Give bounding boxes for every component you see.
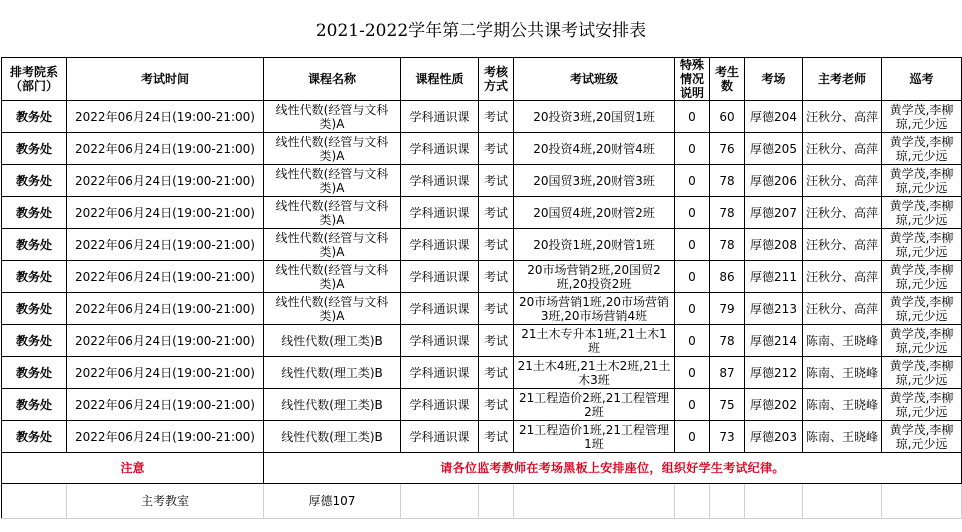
- cell-dept: 教务处: [2, 261, 67, 293]
- cell-special: 0: [675, 261, 710, 293]
- cell-dept: 教务处: [2, 293, 67, 325]
- cell-course: 线性代数(理工类)B: [264, 325, 401, 357]
- cell-method: 考试: [479, 421, 514, 453]
- cell-count: 78: [710, 197, 745, 229]
- cell-time: 2022年06月24日(19:00-21:00): [67, 325, 264, 357]
- cell-method: 考试: [479, 325, 514, 357]
- cell-nature: 学科通识课: [401, 421, 479, 453]
- cell-classes: 20投资4班,20财管4班: [514, 133, 675, 165]
- header-classes: 考试班级: [514, 58, 675, 101]
- cell-nature: 学科通识课: [401, 389, 479, 421]
- cell-classes: 20国贸3班,20财管3班: [514, 165, 675, 197]
- cell-room: 厚德207: [745, 197, 803, 229]
- cell-time: 2022年06月24日(19:00-21:00): [67, 421, 264, 453]
- header-nature: 课程性质: [401, 58, 479, 101]
- main-room-label: 主考教室: [67, 484, 264, 519]
- cell-method: 考试: [479, 357, 514, 389]
- note-row: [2, 453, 962, 484]
- cell-room: 厚德206: [745, 165, 803, 197]
- cell-nature: 学科通识课: [401, 325, 479, 357]
- cell-nature: 学科通识课: [401, 197, 479, 229]
- empty-cell: [401, 484, 479, 519]
- cell-room: 厚德213: [745, 293, 803, 325]
- cell-dept: 教务处: [2, 325, 67, 357]
- page-title: 2021-2022学年第二学期公共课考试安排表: [315, 21, 647, 41]
- cell-room: 厚德203: [745, 421, 803, 453]
- cell-classes: 20国贸4班,20财管2班: [514, 197, 675, 229]
- cell-course: 线性代数(经管与文科类)A: [264, 101, 401, 133]
- cell-teacher: 汪秋分、高萍: [803, 229, 882, 261]
- cell-special: 0: [675, 197, 710, 229]
- cell-method: 考试: [479, 293, 514, 325]
- cell-time: 2022年06月24日(19:00-21:00): [67, 357, 264, 389]
- cell-classes: 21工程造价1班,21工程管理1班: [514, 421, 675, 453]
- cell-course: 线性代数(经管与文科类)A: [264, 261, 401, 293]
- cell-dept: 教务处: [2, 357, 67, 389]
- table-row: [2, 101, 962, 133]
- cell-dept: 教务处: [2, 133, 67, 165]
- cell-special: 0: [675, 293, 710, 325]
- cell-teacher: 陈南、王晓峰: [803, 389, 882, 421]
- cell-special: 0: [675, 421, 710, 453]
- cell-count: 76: [710, 133, 745, 165]
- header-course: 课程名称: [264, 58, 401, 101]
- empty-cell: [514, 484, 675, 519]
- cell-special: 0: [675, 133, 710, 165]
- cell-dept: 教务处: [2, 389, 67, 421]
- cell-special: 0: [675, 357, 710, 389]
- cell-invigilator: 黄学茂,李柳琼,元少远: [882, 389, 962, 421]
- cell-method: 考试: [479, 389, 514, 421]
- cell-room: 厚德204: [745, 101, 803, 133]
- cell-count: 60: [710, 101, 745, 133]
- header-dept: 排考院系（部门）: [2, 58, 67, 101]
- cell-teacher: 陈南、王晓峰: [803, 421, 882, 453]
- header-teacher: 主考老师: [803, 58, 882, 101]
- empty-cell: [803, 484, 882, 519]
- cell-count: 75: [710, 389, 745, 421]
- cell-invigilator: 黄学茂,李柳琼,元少远: [882, 101, 962, 133]
- cell-time: 2022年06月24日(19:00-21:00): [67, 261, 264, 293]
- table-row: [2, 165, 962, 197]
- cell-count: 87: [710, 357, 745, 389]
- cell-course: 线性代数(理工类)B: [264, 389, 401, 421]
- header-count: 考生数: [710, 58, 745, 101]
- cell-classes: 20投资1班,20财管1班: [514, 229, 675, 261]
- cell-invigilator: 黄学茂,李柳琼,元少远: [882, 133, 962, 165]
- cell-invigilator: 黄学茂,李柳琼,元少远: [882, 165, 962, 197]
- table-row: [2, 389, 962, 421]
- cell-invigilator: 黄学茂,李柳琼,元少远: [882, 197, 962, 229]
- empty-cell: [675, 484, 710, 519]
- cell-room: 厚德208: [745, 229, 803, 261]
- table-row: [2, 357, 962, 389]
- cell-room: 厚德205: [745, 133, 803, 165]
- cell-time: 2022年06月24日(19:00-21:00): [67, 133, 264, 165]
- cell-time: 2022年06月24日(19:00-21:00): [67, 389, 264, 421]
- cell-count: 73: [710, 421, 745, 453]
- cell-course: 线性代数(理工类)B: [264, 357, 401, 389]
- header-special: 特殊情况说明: [675, 58, 710, 101]
- cell-nature: 学科通识课: [401, 133, 479, 165]
- empty-cell: [2, 484, 67, 519]
- header-invigilator: 巡考: [882, 58, 962, 101]
- cell-classes: 20市场营销2班,20国贸2班,20投资2班: [514, 261, 675, 293]
- cell-count: 78: [710, 165, 745, 197]
- cell-invigilator: 黄学茂,李柳琼,元少远: [882, 261, 962, 293]
- cell-special: 0: [675, 325, 710, 357]
- cell-classes: 21土木4班,21土木2班,21土木3班: [514, 357, 675, 389]
- table-row: [2, 293, 962, 325]
- cell-room: 厚德212: [745, 357, 803, 389]
- cell-method: 考试: [479, 133, 514, 165]
- cell-room: 厚德214: [745, 325, 803, 357]
- cell-special: 0: [675, 389, 710, 421]
- cell-course: 线性代数(经管与文科类)A: [264, 165, 401, 197]
- cell-method: 考试: [479, 261, 514, 293]
- cell-course: 线性代数(经管与文科类)A: [264, 133, 401, 165]
- cell-classes: 20市场营销1班,20市场营销3班,20市场营销4班: [514, 293, 675, 325]
- cell-classes: 20投资3班,20国贸1班: [514, 101, 675, 133]
- cell-time: 2022年06月24日(19:00-21:00): [67, 101, 264, 133]
- cell-dept: 教务处: [2, 197, 67, 229]
- cell-count: 79: [710, 293, 745, 325]
- cell-time: 2022年06月24日(19:00-21:00): [67, 229, 264, 261]
- cell-course: 线性代数(经管与文科类)A: [264, 229, 401, 261]
- cell-method: 考试: [479, 229, 514, 261]
- empty-cell: [882, 484, 962, 519]
- main-room-value: 厚德107: [264, 484, 401, 519]
- cell-time: 2022年06月24日(19:00-21:00): [67, 197, 264, 229]
- table-row: [2, 197, 962, 229]
- table-row: [2, 325, 962, 357]
- cell-special: 0: [675, 165, 710, 197]
- cell-teacher: 汪秋分、高萍: [803, 197, 882, 229]
- note-label: 注意: [2, 453, 264, 484]
- table-row: [2, 229, 962, 261]
- header-room: 考场: [745, 58, 803, 101]
- table-row: [2, 261, 962, 293]
- cell-classes: 21工程造价2班,21工程管理2班: [514, 389, 675, 421]
- cell-dept: 教务处: [2, 229, 67, 261]
- cell-invigilator: 黄学茂,李柳琼,元少远: [882, 357, 962, 389]
- cell-dept: 教务处: [2, 421, 67, 453]
- cell-teacher: 汪秋分、高萍: [803, 261, 882, 293]
- header-row: [2, 58, 962, 101]
- cell-invigilator: 黄学茂,李柳琼,元少远: [882, 293, 962, 325]
- cell-teacher: 汪秋分、高萍: [803, 165, 882, 197]
- cell-invigilator: 黄学茂,李柳琼,元少远: [882, 325, 962, 357]
- cell-special: 0: [675, 229, 710, 261]
- cell-nature: 学科通识课: [401, 261, 479, 293]
- table-row: [2, 133, 962, 165]
- empty-cell: [479, 484, 514, 519]
- cell-course: 线性代数(理工类)B: [264, 421, 401, 453]
- cell-method: 考试: [479, 165, 514, 197]
- empty-cell: [745, 484, 803, 519]
- cell-teacher: 汪秋分、高萍: [803, 293, 882, 325]
- cell-count: 86: [710, 261, 745, 293]
- cell-course: 线性代数(经管与文科类)A: [264, 197, 401, 229]
- cell-nature: 学科通识课: [401, 101, 479, 133]
- cell-time: 2022年06月24日(19:00-21:00): [67, 293, 264, 325]
- cell-method: 考试: [479, 101, 514, 133]
- cell-room: 厚德211: [745, 261, 803, 293]
- cell-method: 考试: [479, 197, 514, 229]
- cell-nature: 学科通识课: [401, 229, 479, 261]
- cell-room: 厚德202: [745, 389, 803, 421]
- cell-invigilator: 黄学茂,李柳琼,元少远: [882, 421, 962, 453]
- cell-teacher: 陈南、王晓峰: [803, 325, 882, 357]
- cell-dept: 教务处: [2, 165, 67, 197]
- cell-course: 线性代数(经管与文科类)A: [264, 293, 401, 325]
- cell-nature: 学科通识课: [401, 293, 479, 325]
- cell-classes: 21土木专升本1班,21土木1班: [514, 325, 675, 357]
- header-method: 考核方式: [479, 58, 514, 101]
- exam-schedule-table: [1, 57, 962, 519]
- cell-teacher: 汪秋分、高萍: [803, 101, 882, 133]
- note-text: 请各位监考教师在考场黑板上安排座位，组织好学生考试纪律。: [264, 453, 962, 484]
- cell-count: 78: [710, 325, 745, 357]
- cell-invigilator: 黄学茂,李柳琼,元少远: [882, 229, 962, 261]
- header-time: 考试时间: [67, 58, 264, 101]
- cell-dept: 教务处: [2, 101, 67, 133]
- cell-teacher: 陈南、王晓峰: [803, 357, 882, 389]
- main-room-row: [2, 484, 962, 519]
- empty-cell: [710, 484, 745, 519]
- cell-count: 78: [710, 229, 745, 261]
- table-row: [2, 421, 962, 453]
- cell-special: 0: [675, 101, 710, 133]
- cell-nature: 学科通识课: [401, 357, 479, 389]
- cell-teacher: 汪秋分、高萍: [803, 133, 882, 165]
- cell-nature: 学科通识课: [401, 165, 479, 197]
- cell-time: 2022年06月24日(19:00-21:00): [67, 165, 264, 197]
